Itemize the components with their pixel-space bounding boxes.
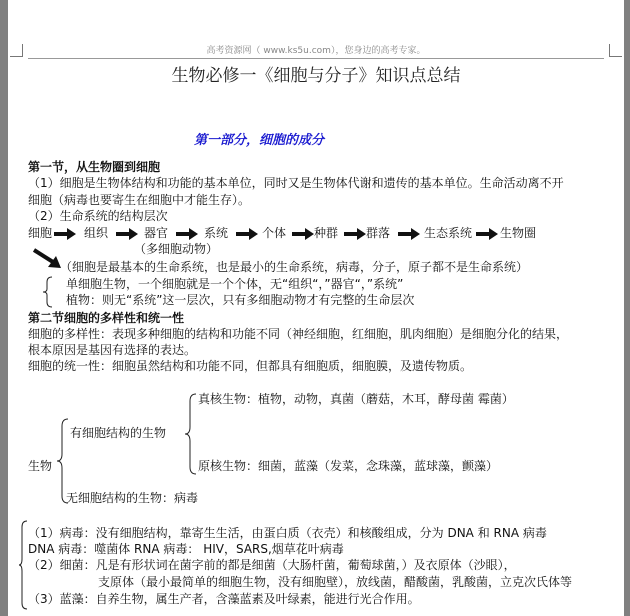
arrow-icon (292, 228, 314, 240)
arrow-icon (176, 228, 198, 240)
arrow-icon (54, 228, 76, 240)
brace-icon (184, 393, 198, 475)
level-system: 系统 (204, 226, 229, 240)
doc-title: 生物必修一《细胞与分子》知识点总结 (171, 66, 461, 86)
section1-heading: 第一节，从生物圈到细胞 (28, 160, 161, 174)
level-tissue: 组织 (84, 226, 109, 240)
multicell-note: （多细胞动物） (134, 242, 219, 256)
note-bacteria-cont: 支原体（最小最简单的细胞生物，没有细胞壁），放线菌，醋酸菌，乳酸菌，立克次氏体等 (98, 575, 573, 589)
arrow-icon (398, 228, 420, 240)
arrow-icon (344, 228, 366, 240)
single-cell-note: 单细胞生物，一个细胞就是一个个体，无“组织“，”器官“，”系统” (66, 277, 404, 291)
noncellular-organisms: 无细胞结构的生物：病毒 (66, 491, 199, 505)
header-rule (28, 58, 604, 59)
note-virus-types: DNA 病毒：噬菌体 RNA 病毒： HIV，SARS,烟草花叶病毒 (28, 542, 344, 556)
level-cell: 细胞 (28, 226, 53, 240)
arrow-icon (476, 228, 498, 240)
level-ecosystem: 生态系统 (424, 226, 473, 240)
diversity-para: 细胞的多样性：表现多种细胞的结构和功能不同（神经细胞，红细胞，肌肉细胞）是细胞分化的结果， (28, 327, 569, 341)
level-community: 群落 (366, 226, 391, 240)
para-cell-basic: （1）细胞是生物体结构和功能的基本单位，同时又是生物体代谢和遗传的基本单位。生命活动离不开 (28, 176, 564, 190)
brace-icon (42, 276, 54, 308)
cellular-organisms: 有细胞结构的生物 (70, 426, 167, 440)
level-individual: 个体 (262, 226, 287, 240)
note-virus: （1）病毒：没有细胞结构，靠寄生生活，由蛋白质（衣壳）和核酸组成，分为 DNA 和 RNA 病毒 (28, 526, 547, 540)
unity-para: 细胞的统一性：细胞虽然结构和功能不同，但都具有细胞质，细胞膜，及遗传物质。 (28, 359, 473, 373)
section2-heading: 第二节细胞的多样性和统一性 (28, 311, 185, 325)
para-cell-basic-cont: 细胞（病毒也要寄生在细胞中才能生存）。 (28, 193, 251, 207)
diversity-para-cont: 根本原因是基因有选择的表达。 (28, 343, 197, 357)
eukaryote-line: 真核生物：植物，动物，真菌（蘑菇，木耳，酵母菌 霉菌） (198, 392, 514, 406)
page-header: 高考资源网（ www.ks5u.com），您身边的高考专家。 (206, 46, 426, 56)
document-page (8, 0, 624, 616)
arrow-icon (116, 228, 138, 240)
part-heading: 第一部分，细胞的成分 (194, 133, 325, 148)
level-biosphere: 生物圈 (500, 226, 537, 240)
brace-icon (18, 520, 28, 610)
para-life-levels: （2）生命系统的结构层次 (28, 209, 168, 223)
cell-system-note: （细胞是最基本的生命系统，也是最小的生命系统，病毒，分子，原子都不是生命系统） (60, 260, 529, 274)
diagonal-arrow-icon (32, 247, 62, 269)
note-bacteria: （2）细菌：凡是有形状词在菌字前的都是细菌（大肠杆菌，葡萄球菌，）及衣原体（沙眼）， (28, 558, 516, 572)
level-organ: 器官 (144, 226, 169, 240)
prokaryote-line: 原核生物：细菌，蓝藻（发菜，念珠藻，蓝球藻，颤藻） (198, 459, 499, 473)
note-cyanobacteria: （3）蓝藻：自养生物，属生产者，含藻蓝素及叶绿素，能进行光合作用。 (28, 592, 420, 606)
tree-root: 生物 (28, 459, 53, 473)
level-population: 种群 (314, 226, 339, 240)
arrow-icon (236, 228, 258, 240)
plant-note: 植物：则无“系统”这一层次，只有多细胞动物才有完整的生命层次 (66, 293, 415, 307)
